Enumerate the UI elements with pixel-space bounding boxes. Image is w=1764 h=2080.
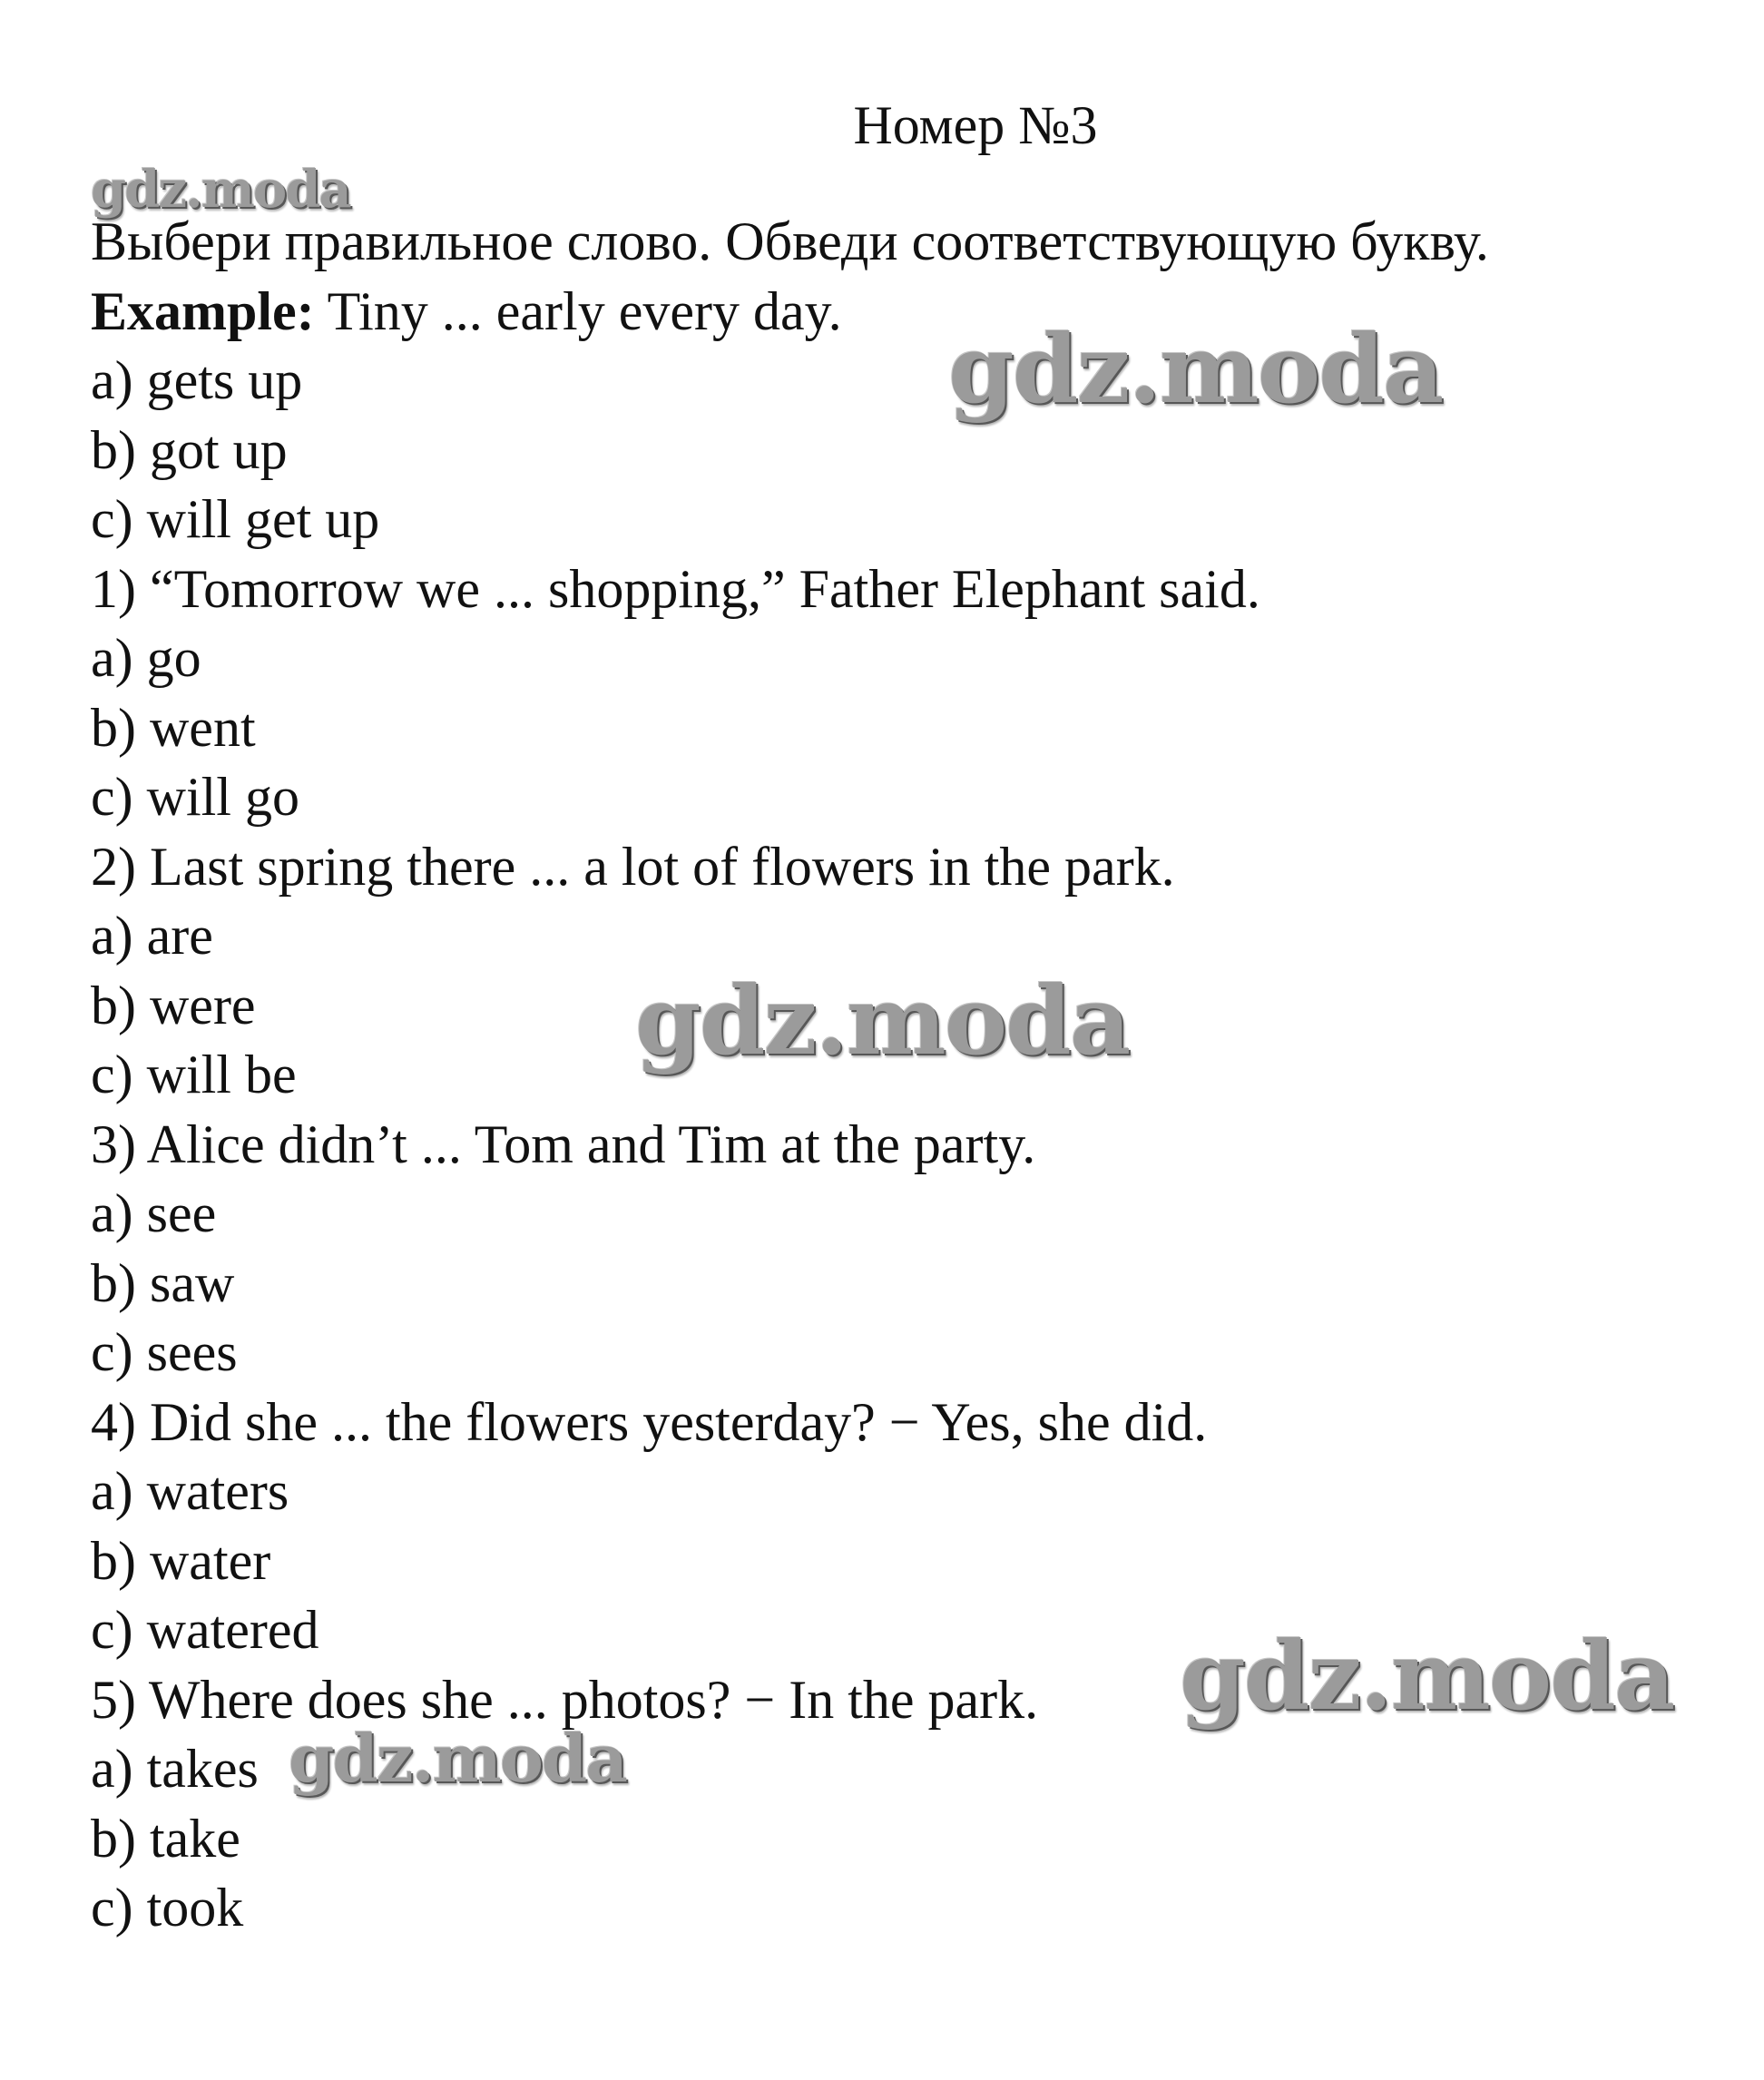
question-5-option-b[interactable]: b) take bbox=[91, 1808, 240, 1869]
example-option-b[interactable]: b) got up bbox=[91, 419, 288, 480]
question-1-option-a[interactable]: a) go bbox=[91, 628, 201, 688]
watermark-middle: gdz.moda bbox=[635, 965, 1130, 1076]
question-3-option-a[interactable]: a) see bbox=[91, 1183, 217, 1243]
question-3-option-b[interactable]: b) saw bbox=[91, 1252, 235, 1313]
example-option-c[interactable]: c) will get up bbox=[91, 489, 380, 549]
question-4-option-a[interactable]: a) waters bbox=[91, 1461, 289, 1521]
watermark-bottom-left: gdz.moda bbox=[289, 1720, 626, 1797]
example-text: Tiny ... early every day. bbox=[314, 280, 842, 341]
question-2-option-a[interactable]: a) are bbox=[91, 906, 213, 966]
question-2-option-b[interactable]: b) were bbox=[91, 975, 256, 1035]
instruction-text: Выбери правильное слово. Обведи соответствующую букву. bbox=[91, 211, 1489, 271]
question-1-sentence: 1) “Tomorrow we ... shopping,” Father Elephant said. bbox=[91, 558, 1260, 619]
example-label: Example: bbox=[91, 280, 315, 341]
question-4-option-b[interactable]: b) water bbox=[91, 1530, 271, 1591]
page-title: Номер №3 bbox=[853, 95, 1098, 155]
question-4-sentence: 4) Did she ... the flowers yesterday? − Yes, she did. bbox=[91, 1391, 1208, 1452]
question-5-option-c[interactable]: c) took bbox=[91, 1878, 244, 1938]
question-1-option-b[interactable]: b) went bbox=[91, 697, 256, 758]
question-2-sentence: 2) Last spring there ... a lot of flowers in the park. bbox=[91, 836, 1175, 897]
question-2-option-c[interactable]: c) will be bbox=[91, 1045, 297, 1104]
question-5-option-a[interactable]: a) takes bbox=[91, 1739, 259, 1799]
example-option-a[interactable]: a) gets up bbox=[91, 350, 303, 410]
watermark-upper-right: gdz.moda bbox=[948, 313, 1443, 425]
example-sentence bbox=[91, 277, 1724, 347]
question-5-sentence: 5) Where does she ... photos? − In the park. bbox=[91, 1669, 1039, 1730]
question-4-option-c[interactable]: c) watered bbox=[91, 1600, 319, 1660]
watermark-lower-right: gdz.moda bbox=[1180, 1620, 1674, 1732]
question-3-option-c[interactable]: c) sees bbox=[91, 1322, 238, 1382]
question-3-sentence: 3) Alice didn’t ... Tom and Tim at the party. bbox=[91, 1114, 1036, 1174]
watermark-top-left: gdz.moda bbox=[91, 160, 350, 220]
question-1-option-c[interactable]: c) will go bbox=[91, 767, 299, 827]
